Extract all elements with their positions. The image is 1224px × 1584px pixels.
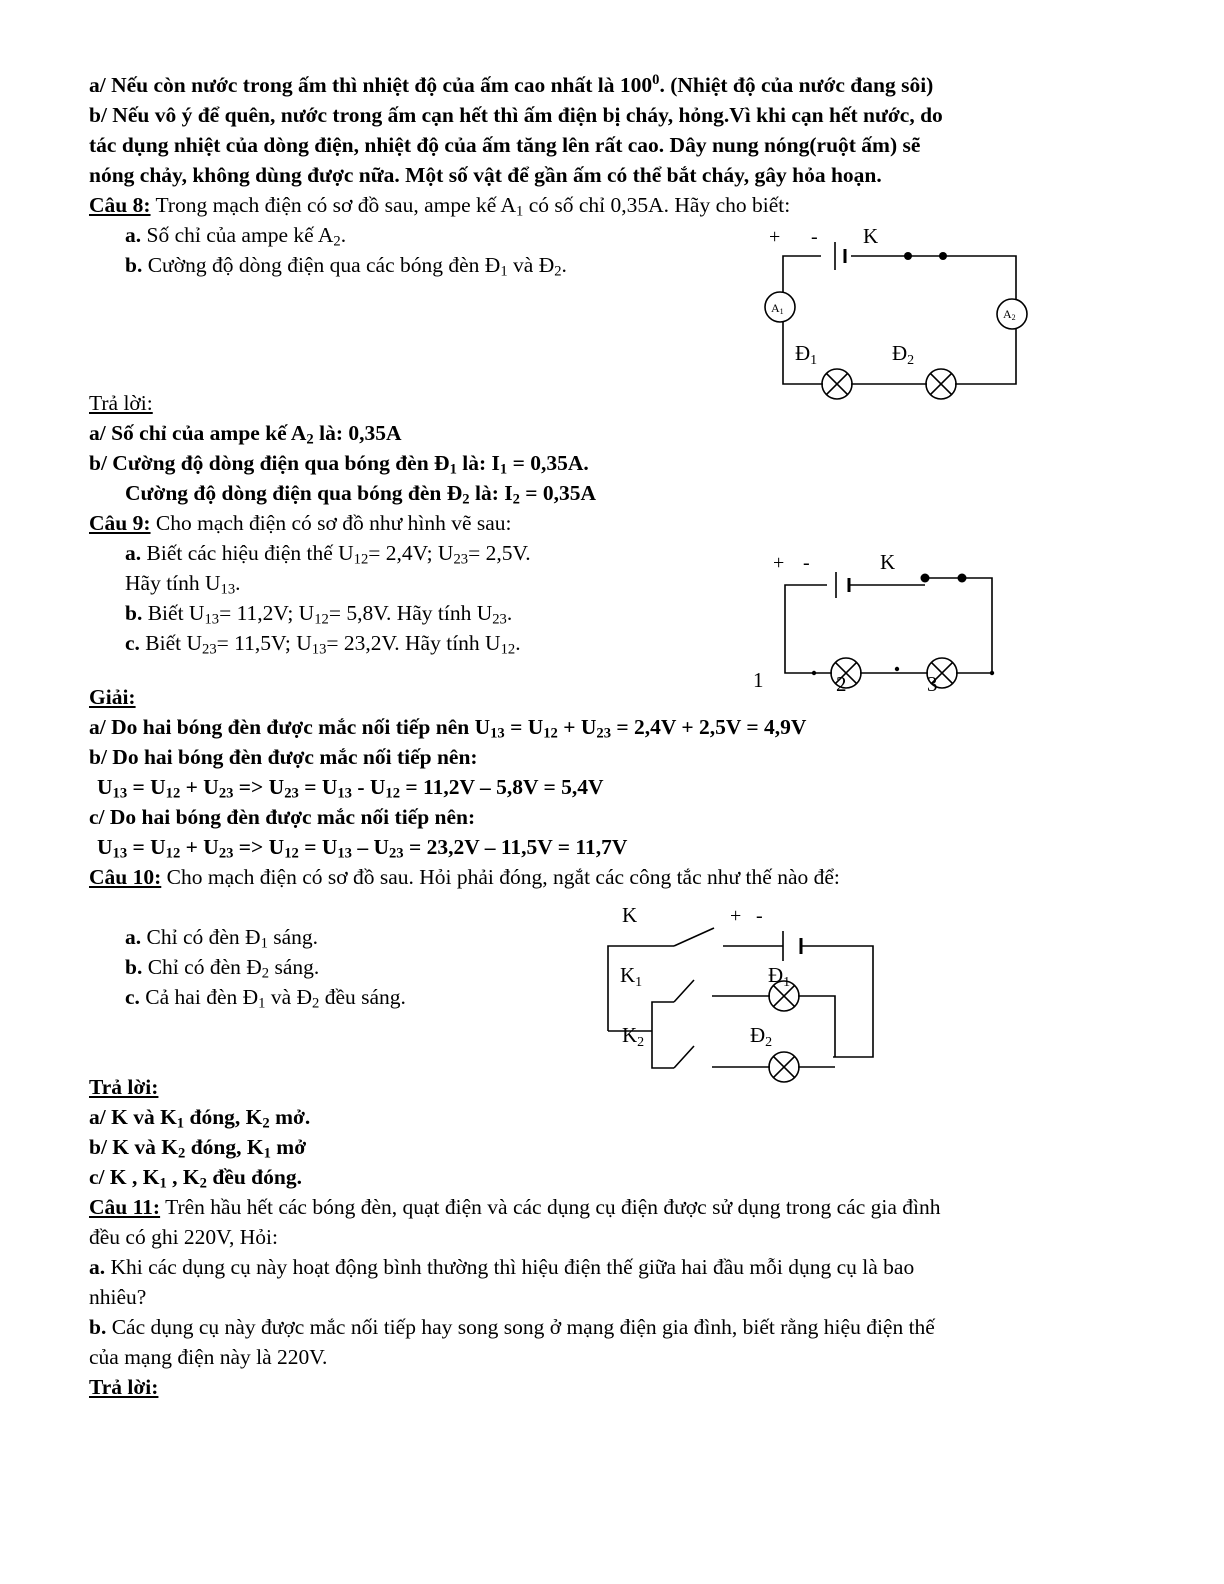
intro-answer-b-line1: b/ Nếu vô ý để quên, nước trong ấm cạn hết thì ấm điện bị cháy, hỏng.Vì khi cạn hết nước, do — [89, 103, 943, 127]
q10-minus-sign: - — [756, 905, 763, 927]
q9-solution-label: Giải: — [89, 685, 136, 709]
q11-question-line2: đều có ghi 220V, Hỏi: — [89, 1225, 278, 1249]
q8-minus-sign: - — [811, 226, 818, 248]
q8-lamp-d1-label: Đ1 — [795, 341, 818, 368]
q9-point-1-label: 1 — [753, 668, 764, 692]
q9-solution-b-formula: $U_{13} = U_{12} + U_{23} => U_{23} = U_{13} - U_{12} = 11,2V - 5,8V = 5,4V$ — [97, 775, 604, 802]
q10-answer-label: Trả lời: — [89, 1075, 159, 1099]
q10-switch-k-label: K — [622, 903, 638, 927]
intro-answer-a: a/ Nếu còn nước trong ấm thì nhiệt độ của ấm cao nhất là $100^0$. (Nhiệt độ của nước đang sôi) — [89, 71, 934, 97]
q8-wire — [783, 256, 821, 292]
q11-label: Câu 11: — [89, 1195, 161, 1219]
q9-node-1 — [812, 671, 816, 675]
q8-wire — [955, 328, 1016, 384]
q8-part-a: a. Số chỉ của ampe kế $A_2$. — [125, 223, 347, 250]
q10-answer-a: a/ K và $K_1$ đóng, $K_2$ mở. — [89, 1105, 311, 1132]
q10-label: Câu 10: — [89, 865, 162, 889]
q9-switch-contact — [958, 574, 967, 583]
q8-switch-contact — [939, 252, 947, 260]
q10-wire — [652, 1031, 674, 1068]
q8-label: Câu 8: — [89, 193, 151, 217]
q8-ammeter-a2-label: A2 — [1003, 307, 1016, 322]
q10-part-b: b. Chỉ có đèn $Đ_2$ sáng. — [125, 955, 320, 982]
q9-part-c: c. Biết $U_{23}= 11,5V$; $U_{13}= 23,2V$. Hãy tính $U_{12}$. — [125, 631, 521, 658]
q10-lamp-d2-label: Đ2 — [750, 1023, 773, 1050]
q8-circuit-diagram — [755, 218, 1045, 413]
q10-question: Câu 10: Cho mạch điện có sơ đồ sau. Hỏi phải đóng, ngắt các công tắc như thế nào để: — [89, 865, 840, 889]
q8-switch-contact — [904, 252, 912, 260]
q11-part-a-line2: nhiêu? — [89, 1285, 147, 1309]
q10-answer-c: c/ K , $K_1$ , $K_2$ đều đóng. — [89, 1165, 302, 1192]
q10-lamp-d2-cross — [773, 1056, 794, 1077]
q9-switch-label: K — [880, 550, 896, 574]
q10-switch-k1-lever — [674, 980, 694, 1002]
q10-switch-k2-label: K2 — [622, 1023, 645, 1050]
q9-part-a: a. Biết các hiệu điện thế $U_{12}= 2,4V$; $U_{23}= 2,5V$. — [125, 541, 531, 568]
q9-solution-b-head: b/ Do hai bóng đèn được mắc nối tiếp nên: — [89, 745, 478, 769]
q9-node-2 — [895, 667, 899, 671]
q8-answer-b1: b/ Cường độ dòng điện qua bóng đèn $Đ_1$ là: $I_1 = 0,35A$. — [89, 451, 589, 478]
q8-ammeter-a1-label: A1 — [771, 301, 784, 316]
q10-part-a: a. Chỉ có đèn $Đ_1$ sáng. — [125, 925, 319, 952]
q11-part-b-line2: của mạng điện này là 220V. — [89, 1345, 328, 1369]
q8-lamp-d2-cross — [930, 373, 951, 394]
q10-circuit-diagram — [598, 898, 888, 1088]
q8-lamp-d2-label: Đ2 — [892, 341, 915, 368]
q8-wire — [943, 256, 1016, 300]
q9-part-b: b. Biết $U_{13}= 11,2V$; $U_{12}= 5,8V$. Hãy tính $U_{23}$. — [125, 601, 513, 628]
q9-plus-sign: + — [773, 552, 785, 574]
q10-switch-k1-label: K1 — [620, 963, 643, 990]
q10-switch-k2-lever — [674, 1046, 694, 1068]
q10-lamp-d1-label: Đ1 — [768, 963, 791, 990]
q11-answer-label: Trả lời: — [89, 1375, 159, 1399]
q10-answer-b: b/ K và $K_2$ đóng, $K_1$ mở — [89, 1135, 307, 1162]
q8-lamp-d1-cross — [826, 373, 847, 394]
q8-part-b: b. Cường độ dòng điện qua các bóng đèn $Đ_1$ và $Đ_2$. — [125, 253, 567, 280]
q9-solution-c-head: c/ Do hai bóng đèn được mắc nối tiếp nên: — [89, 805, 476, 829]
q9-point-2-label: 2 — [836, 672, 847, 695]
q11-part-b: b. Các dụng cụ này được mắc nối tiếp hay song song ở mạng điện gia đình, biết rằng hiệu điện thế — [89, 1315, 935, 1339]
q9-part-a-line2: Hãy tính $U_{13}$. — [125, 571, 241, 598]
q8-answer-b2: Cường độ dòng điện qua bóng đèn $Đ_2$ là: $I_2 = 0,35A$ — [125, 481, 597, 508]
q11-part-a: a. Khi các dụng cụ này hoạt động bình thường thì hiệu điện thế giữa hai đầu mỗi dụng cụ là bao — [89, 1255, 915, 1279]
q9-wire — [956, 578, 992, 673]
q9-circuit-diagram — [745, 545, 1040, 695]
q8-plus-sign: + — [769, 226, 781, 248]
intro-answer-b-line2: tác dụng nhiệt của dòng điện, nhiệt độ của ấm tăng lên rất cao. Dây nung nóng(ruột ấm) sẽ — [89, 133, 921, 157]
q9-question: Câu 9: Cho mạch điện có sơ đồ như hình vẽ sau: — [89, 511, 512, 535]
q9-point-3-label: 3 — [927, 672, 938, 695]
q9-wire — [785, 585, 832, 673]
q11-question: Câu 11: Trên hầu hết các bóng đèn, quạt điện và các dụng cụ điện được sử dụng trong các gia đình — [89, 1195, 941, 1219]
q10-plus-sign: + — [730, 905, 742, 927]
q8-switch-label: K — [863, 224, 879, 248]
q9-label: Câu 9: — [89, 511, 151, 535]
q10-wire — [798, 996, 835, 1057]
q9-minus-sign: - — [803, 552, 810, 574]
q10-switch-k-lever — [674, 928, 714, 946]
q10-wire — [801, 946, 873, 1057]
q9-node-3 — [990, 671, 994, 675]
q10-wire — [652, 1002, 674, 1031]
q8-question: Câu 8: Trong mạch điện có sơ đồ sau, ampe kế $A_1$ có số chỉ 0,35A. Hãy cho biết: — [89, 193, 791, 220]
q8-answer-label: Trả lời: — [89, 391, 153, 415]
intro-answer-b-line3: nóng chảy, không dùng được nữa. Một số vật để gần ấm có thể bắt cháy, gây hỏa hoạn. — [89, 163, 882, 187]
q9-solution-a: a/ Do hai bóng đèn được mắc nối tiếp nên $U_{13} = U_{12} + U_{23} = 2,4V + 2,5V = 4,9V$ — [89, 715, 807, 742]
q9-switch-contact — [921, 574, 930, 583]
q9-solution-c-formula: $U_{13} = U_{12} + U_{23} => U_{12} = U_{13} - U_{23} = 23,2V - 11,5V = 11,7V$ — [97, 835, 628, 862]
q8-answer-a: a/ Số chỉ của ampe kế $A_2$ là: 0,35A — [89, 421, 402, 448]
q10-part-c: c. Cả hai đèn $Đ_1$ và $Đ_2$ đều sáng. — [125, 985, 406, 1012]
